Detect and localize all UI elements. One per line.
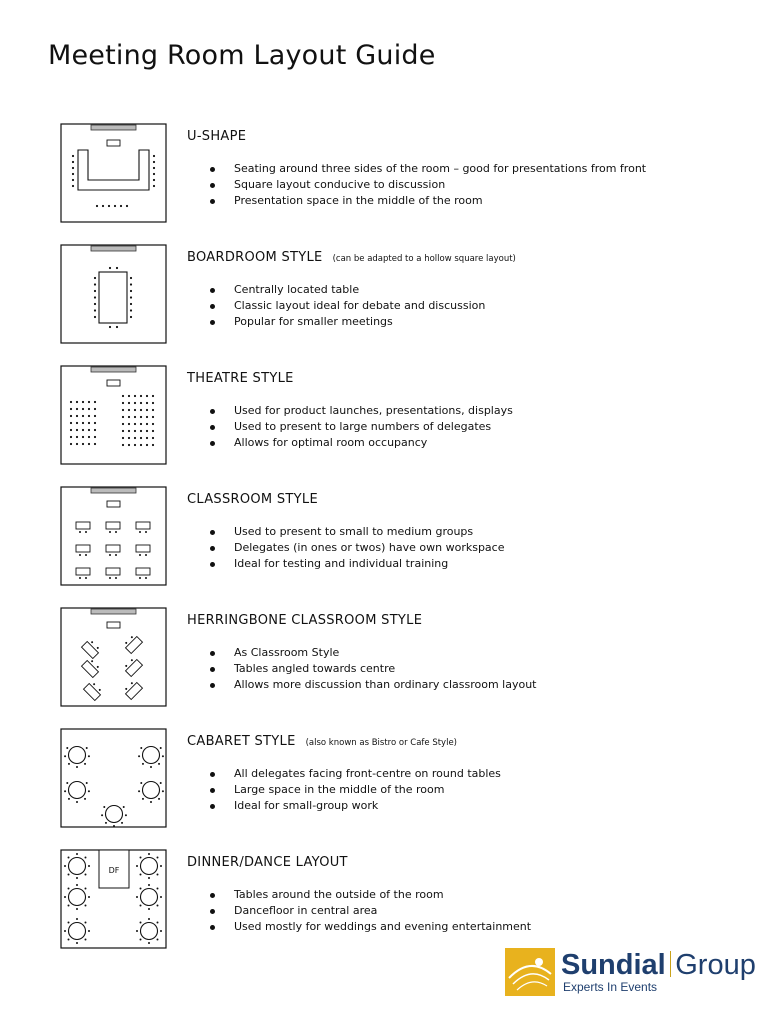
seat-dot — [72, 155, 74, 157]
desk — [136, 545, 150, 552]
seat-dot — [94, 408, 96, 410]
section-title: BOARDROOM STYLE — [187, 250, 323, 265]
seat-dot — [153, 173, 155, 175]
seat-dot — [68, 904, 70, 906]
seat-dot — [122, 423, 124, 425]
seat-dot — [128, 395, 130, 397]
desk — [76, 568, 90, 575]
desk — [136, 568, 150, 575]
seat-dot — [94, 316, 96, 318]
seat-dot — [86, 747, 88, 749]
seat-dot — [130, 303, 132, 305]
seat-dot — [152, 416, 154, 418]
desk — [106, 545, 120, 552]
list-item: Seating around three sides of the room – good for presentations from front — [210, 161, 646, 177]
classroom-diagram — [60, 486, 167, 586]
seat-dot — [125, 814, 127, 816]
seat-dot — [79, 577, 81, 579]
seat-dot — [128, 423, 130, 425]
seat-dot — [70, 436, 72, 438]
seat-dot — [122, 395, 124, 397]
seat-dot — [82, 429, 84, 431]
seat-dot — [88, 896, 90, 898]
logo-brand: Sundial — [561, 949, 666, 981]
seat-dot — [138, 755, 140, 757]
seat-dot — [140, 437, 142, 439]
seat-dot — [64, 755, 66, 757]
section-title: THEATRE STYLE — [187, 371, 294, 386]
seat-dot — [66, 782, 68, 784]
list-item: Used to present to large numbers of delegates — [210, 419, 513, 435]
list-item: All delegates facing front-centre on round tables — [210, 766, 501, 782]
seat-dot — [134, 437, 136, 439]
seat-dot — [68, 857, 70, 859]
seat-dot — [85, 554, 87, 556]
seat-dot — [142, 763, 144, 765]
seat-dot — [153, 185, 155, 187]
cabaret-diagram — [60, 728, 167, 828]
seat-dot — [145, 577, 147, 579]
seat-dot — [130, 283, 132, 285]
seat-dot — [116, 326, 118, 328]
seat-dot — [150, 766, 152, 768]
seat-dot — [72, 179, 74, 181]
seat-dot — [160, 896, 162, 898]
seat-dot — [160, 930, 162, 932]
list-item: Centrally located table — [210, 282, 485, 298]
dancefloor-label: DF — [108, 866, 120, 875]
seat-dot — [130, 290, 132, 292]
seat-dot — [152, 423, 154, 425]
list-item: Classic layout ideal for debate and discussion — [210, 298, 485, 314]
seat-dot — [136, 930, 138, 932]
desk — [106, 522, 120, 529]
seat-dot — [84, 904, 86, 906]
seat-dot — [64, 865, 66, 867]
seat-dot — [76, 415, 78, 417]
seat-dot — [85, 531, 87, 533]
seat-dot — [76, 918, 78, 920]
seat-dot — [88, 436, 90, 438]
desk — [76, 522, 90, 529]
seat-dot — [128, 416, 130, 418]
sundial-logo-icon — [505, 948, 555, 996]
seat-dot — [64, 790, 66, 792]
seat-dot — [145, 554, 147, 556]
boardroom-diagram — [60, 244, 167, 344]
seat-dot — [152, 430, 154, 432]
seat-dot — [130, 316, 132, 318]
seat-dot — [88, 865, 90, 867]
bullet-list — [210, 766, 501, 814]
seat-dot — [94, 290, 96, 292]
seat-dot — [94, 309, 96, 311]
seat-dot — [139, 554, 141, 556]
list-item: Allows more discussion than ordinary classroom layout — [210, 677, 537, 693]
seat-dot — [94, 277, 96, 279]
section-cabaret — [60, 728, 740, 828]
seat-dot — [130, 277, 132, 279]
seat-dot — [160, 782, 162, 784]
seat-dot — [136, 865, 138, 867]
seat-dot — [94, 415, 96, 417]
seat-dot — [94, 422, 96, 424]
list-item: As Classroom Style — [210, 645, 537, 661]
seat-dot — [79, 554, 81, 556]
seat-dot — [82, 415, 84, 417]
seat-dot — [148, 908, 150, 910]
seat-dot — [122, 409, 124, 411]
bullet-list — [210, 403, 513, 451]
list-item: Popular for smaller meetings — [210, 314, 485, 330]
seat-dot — [82, 422, 84, 424]
seat-dot — [146, 437, 148, 439]
list-item: Presentation space in the middle of the room — [210, 193, 646, 209]
seat-dot — [84, 798, 86, 800]
seat-dot — [109, 326, 111, 328]
seat-dot — [72, 185, 74, 187]
logo-divider — [670, 951, 672, 977]
seat-dot — [72, 161, 74, 163]
seat-dot — [122, 402, 124, 404]
seat-dot — [148, 853, 150, 855]
seat-dot — [128, 402, 130, 404]
seat-dot — [88, 930, 90, 932]
list-item: Used to present to small to medium groups — [210, 524, 504, 540]
seat-dot — [146, 444, 148, 446]
seat-dot — [76, 436, 78, 438]
seat-dot — [152, 409, 154, 411]
desk — [106, 568, 120, 575]
seat-dot — [145, 531, 147, 533]
seat-dot — [134, 395, 136, 397]
theatre-diagram — [60, 365, 167, 465]
list-item: Ideal for small-group work — [210, 798, 501, 814]
seat-dot — [88, 422, 90, 424]
seat-dot — [122, 430, 124, 432]
seat-dot — [140, 409, 142, 411]
seat-dot — [146, 430, 148, 432]
desk — [136, 522, 150, 529]
section-title: DINNER/DANCE LAYOUT — [187, 855, 348, 870]
seat-dot — [70, 429, 72, 431]
seat-dot — [109, 554, 111, 556]
seat-dot — [88, 401, 90, 403]
list-item: Dancefloor in central area — [210, 903, 531, 919]
seat-dot — [130, 309, 132, 311]
seat-dot — [70, 401, 72, 403]
seat-dot — [70, 422, 72, 424]
seat-dot — [150, 801, 152, 803]
bullet-list — [210, 887, 531, 935]
seat-dot — [94, 443, 96, 445]
seat-dot — [76, 884, 78, 886]
seat-dot — [108, 205, 110, 207]
seat-dot — [156, 904, 158, 906]
seat-dot — [140, 747, 142, 749]
seat-dot — [70, 408, 72, 410]
seat-dot — [109, 531, 111, 533]
seat-dot — [140, 904, 142, 906]
seat-dot — [140, 444, 142, 446]
seat-dot — [94, 283, 96, 285]
seat-dot — [156, 922, 158, 924]
section-title: CABARET STYLE — [187, 734, 296, 749]
section-theatre — [60, 365, 740, 465]
seat-dot — [76, 429, 78, 431]
seat-dot — [140, 395, 142, 397]
seat-dot — [88, 790, 90, 792]
seat-dot — [84, 922, 86, 924]
seat-dot — [79, 531, 81, 533]
seat-dot — [76, 801, 78, 803]
section-title: HERRINGBONE CLASSROOM STYLE — [187, 613, 423, 628]
seat-dot — [140, 922, 142, 924]
section-u-shape — [60, 123, 740, 223]
seat-dot — [152, 437, 154, 439]
seat-dot — [72, 167, 74, 169]
list-item: Ideal for testing and individual training — [210, 556, 504, 572]
seat-dot — [109, 577, 111, 579]
list-item: Square layout conducive to discussion — [210, 177, 646, 193]
seat-dot — [138, 790, 140, 792]
seat-dot — [146, 402, 148, 404]
seat-dot — [103, 806, 105, 808]
seat-dot — [146, 423, 148, 425]
seat-dot — [115, 531, 117, 533]
seat-dot — [64, 896, 66, 898]
seat-dot — [142, 798, 144, 800]
seat-dot — [134, 430, 136, 432]
seat-dot — [160, 747, 162, 749]
seat-dot — [82, 408, 84, 410]
seat-dot — [140, 430, 142, 432]
seat-dot — [152, 444, 154, 446]
seat-dot — [156, 873, 158, 875]
seat-dot — [85, 577, 87, 579]
seat-dot — [128, 444, 130, 446]
seat-dot — [96, 205, 98, 207]
section-title: U-SHAPE — [187, 129, 247, 144]
list-item: Tables angled towards centre — [210, 661, 537, 677]
seat-dot — [148, 877, 150, 879]
seat-dot — [102, 205, 104, 207]
seat-dot — [139, 531, 141, 533]
seat-dot — [158, 798, 160, 800]
seat-dot — [134, 416, 136, 418]
seat-dot — [140, 423, 142, 425]
seat-dot — [114, 205, 116, 207]
section-boardroom — [60, 244, 740, 344]
seat-dot — [156, 888, 158, 890]
seat-dot — [72, 173, 74, 175]
seat-dot — [128, 437, 130, 439]
list-item: Used for product launches, presentations, displays — [210, 403, 513, 419]
seat-dot — [76, 853, 78, 855]
list-item: Delegates (in ones or twos) have own workspace — [210, 540, 504, 556]
desk — [76, 545, 90, 552]
seat-dot — [68, 922, 70, 924]
seat-dot — [160, 865, 162, 867]
seat-dot — [146, 416, 148, 418]
seat-dot — [122, 416, 124, 418]
u-shape-diagram — [60, 123, 167, 223]
seat-dot — [76, 908, 78, 910]
seat-dot — [162, 755, 164, 757]
seat-dot — [68, 938, 70, 940]
seat-dot — [113, 825, 115, 827]
seat-dot — [94, 296, 96, 298]
seat-dot — [156, 857, 158, 859]
seat-dot — [152, 395, 154, 397]
seat-dot — [76, 766, 78, 768]
seat-dot — [158, 763, 160, 765]
section-title: CLASSROOM STYLE — [187, 492, 318, 507]
seat-dot — [76, 401, 78, 403]
section-classroom — [60, 486, 740, 586]
bullet-list — [210, 161, 646, 209]
seat-dot — [123, 806, 125, 808]
page-title: Meeting Room Layout Guide — [48, 40, 436, 71]
seat-dot — [82, 401, 84, 403]
seat-dot — [140, 782, 142, 784]
seat-dot — [156, 938, 158, 940]
seat-dot — [84, 888, 86, 890]
seat-dot — [148, 918, 150, 920]
list-item: Large space in the middle of the room — [210, 782, 501, 798]
seat-dot — [88, 429, 90, 431]
seat-dot — [88, 443, 90, 445]
seat-dot — [139, 577, 141, 579]
sundial-group-logo — [505, 948, 756, 998]
seat-dot — [94, 429, 96, 431]
seat-dot — [101, 814, 103, 816]
section-note: (can be adapted to a hollow square layout) — [332, 254, 516, 264]
seat-dot — [134, 402, 136, 404]
seat-dot — [122, 437, 124, 439]
seat-dot — [140, 857, 142, 859]
seat-dot — [105, 822, 107, 824]
seat-dot — [82, 443, 84, 445]
seat-dot — [94, 436, 96, 438]
bullet-list — [210, 282, 485, 330]
seat-dot — [136, 896, 138, 898]
seat-dot — [84, 873, 86, 875]
seat-dot — [115, 577, 117, 579]
section-note: (also known as Bistro or Cafe Style) — [305, 738, 457, 748]
seat-dot — [88, 408, 90, 410]
seat-dot — [115, 554, 117, 556]
seat-dot — [148, 942, 150, 944]
seat-dot — [153, 179, 155, 181]
seat-dot — [68, 888, 70, 890]
seat-dot — [126, 205, 128, 207]
seat-dot — [152, 402, 154, 404]
list-item: Allows for optimal room occupancy — [210, 435, 513, 451]
seat-dot — [128, 409, 130, 411]
seat-dot — [134, 423, 136, 425]
seat-dot — [146, 409, 148, 411]
dinner-dance-diagram — [60, 849, 167, 949]
seat-dot — [128, 430, 130, 432]
seat-dot — [76, 877, 78, 879]
seat-dot — [88, 415, 90, 417]
seat-dot — [70, 443, 72, 445]
bullet-list — [210, 524, 504, 572]
seat-dot — [68, 873, 70, 875]
seat-dot — [146, 395, 148, 397]
seat-dot — [82, 436, 84, 438]
seat-dot — [140, 402, 142, 404]
logo-group: Group — [675, 949, 756, 981]
list-item: Tables around the outside of the room — [210, 887, 531, 903]
seat-dot — [121, 822, 123, 824]
seat-dot — [162, 790, 164, 792]
seat-dot — [84, 857, 86, 859]
seat-dot — [140, 873, 142, 875]
seat-dot — [153, 167, 155, 169]
seat-dot — [140, 416, 142, 418]
seat-dot — [148, 884, 150, 886]
seat-dot — [66, 747, 68, 749]
list-item: Used mostly for weddings and evening entertainment — [210, 919, 531, 935]
seat-dot — [153, 155, 155, 157]
seat-dot — [130, 296, 132, 298]
seat-dot — [84, 763, 86, 765]
seat-dot — [94, 303, 96, 305]
herringbone-diagram — [60, 607, 167, 707]
seat-dot — [109, 267, 111, 269]
seat-dot — [76, 422, 78, 424]
seat-dot — [153, 161, 155, 163]
seat-dot — [140, 888, 142, 890]
seat-dot — [88, 755, 90, 757]
seat-dot — [116, 267, 118, 269]
seat-dot — [134, 444, 136, 446]
seat-dot — [70, 415, 72, 417]
seat-dot — [140, 938, 142, 940]
seat-dot — [134, 409, 136, 411]
seat-dot — [120, 205, 122, 207]
seat-dot — [64, 930, 66, 932]
seat-dot — [76, 443, 78, 445]
seat-dot — [84, 938, 86, 940]
seat-dot — [68, 763, 70, 765]
seat-dot — [68, 798, 70, 800]
logo-tagline: Experts In Events — [563, 980, 658, 994]
seat-dot — [122, 444, 124, 446]
seat-dot — [86, 782, 88, 784]
seat-dot — [94, 401, 96, 403]
bullet-list — [210, 645, 537, 693]
seat-dot — [76, 408, 78, 410]
section-herringbone — [60, 607, 740, 707]
seat-dot — [76, 942, 78, 944]
section-dinner-dance — [60, 849, 740, 949]
